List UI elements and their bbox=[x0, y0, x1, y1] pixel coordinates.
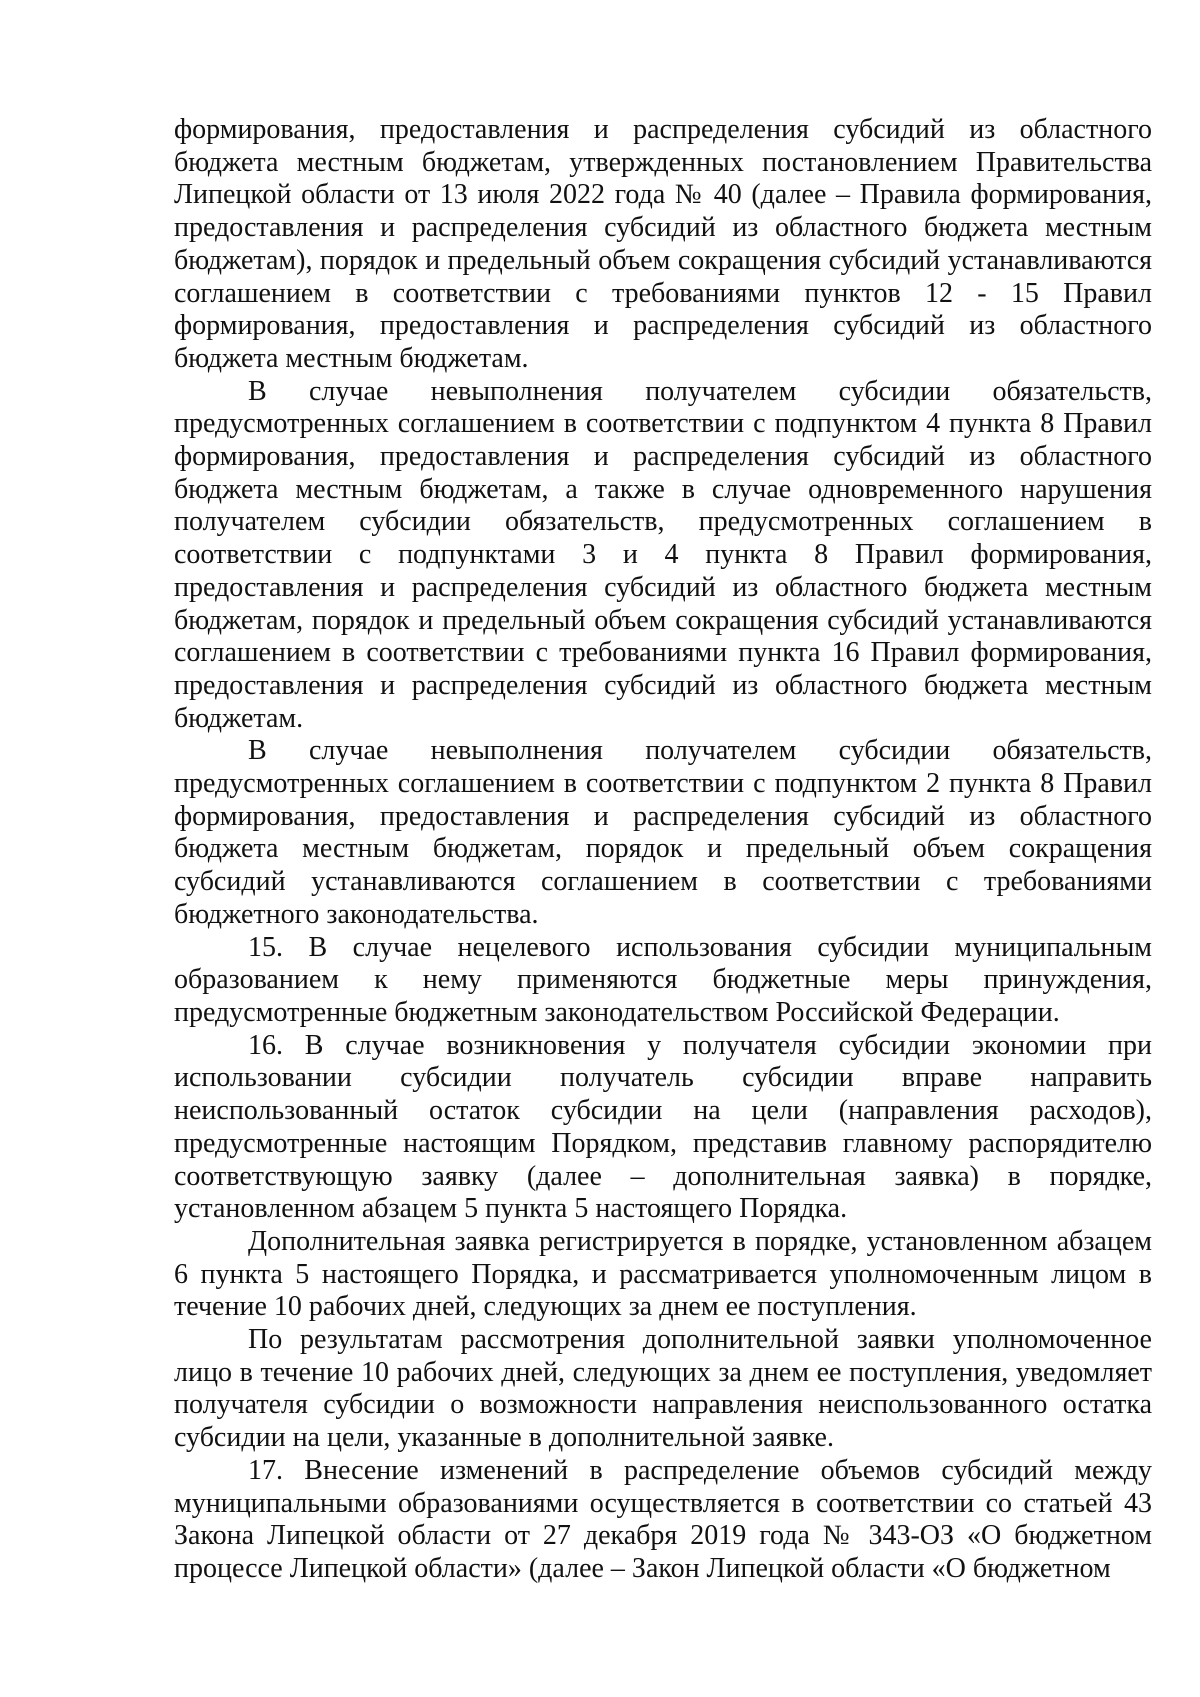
paragraph-obligations-subparagraph-2: В случае невыполнения получателем субсидии обязательств, предусмотренных соглашением в соответствии с подпунктом 2 пункта 8 Правил формирования, предоставления и распределения субсидий из областного бюджета местным бюджетам, порядок и предельный объем сокращения субсидий устанавливаются соглашением в соответствии с требованиями бюджетного законодательства. bbox=[174, 735, 1152, 930]
document-body bbox=[174, 114, 1152, 1586]
paragraph-additional-application: Дополнительная заявка регистрируется в порядке, установленном абзацем 6 пункта 5 настоящего Порядка, и рассматривается уполномоченным лицом в течение 10 рабочих дней, следующих за днем ее поступления. bbox=[174, 1225, 1152, 1323]
paragraph-obligations-subparagraph-4: В случае невыполнения получателем субсидии обязательств, предусмотренных соглашением в соответствии с подпунктом 4 пункта 8 Правил формирования, предоставления и распределения субсидий из областного бюджета местным бюджетам, а также в случае одновременного нарушения получателем субсидии обязательств, предусмотренных соглашением в соответствии с подпунктами 3 и 4 пункта 8 Правил формирования, предоставления и распределения субсидий из областного бюджета местным бюджетам, порядок и предельный объем сокращения субсидий устанавливаются соглашением в соответствии с требованиями пункта 16 Правил формирования, предоставления и распределения субсидий из областного бюджета местным бюджетам. bbox=[174, 375, 1152, 734]
paragraph-item-17: 17. Внесение изменений в распределение объемов субсидий между муниципальными образованиями осуществляется в соответствии со статьей 43 Закона Липецкой области от 27 декабря 2019 года № 343-ОЗ «О бюджетном процессе Липецкой области» (далее – Закон Липецкой области «О бюджетном bbox=[174, 1454, 1152, 1584]
paragraph-item-16: 16. В случае возникновения у получателя субсидии экономии при использовании субсидии получатель субсидии вправе направить неиспользованный остаток субсидии на цели (направления расходов), предусмотренные настоящим Порядком, представив главному распорядителю соответствующую заявку (далее – дополнительная заявка) в порядке, установленном абзацем 5 пункта 5 настоящего Порядка. bbox=[174, 1029, 1152, 1225]
paragraph-subsidy-rules-continuation: формирования, предоставления и распределения субсидий из областного бюджета местным бюджетам, утвержденных постановлением Правительства Липецкой области от 13 июля 2022 года № 40 (далее – Правила формирования, предоставления и распределения субсидий из областного бюджета местным бюджетам), порядок и предельный объем сокращения субсидий устанавливаются соглашением в соответствии с требованиями пунктов 12 - 15 Правил формирования, предоставления и распределения субсидий из областного бюджета местным бюджетам. bbox=[174, 114, 1152, 374]
paragraph-item-15: 15. В случае нецелевого использования субсидии муниципальным образованием к нему применяются бюджетные меры принуждения, предусмотренные бюджетным законодательством Российской Федерации. bbox=[174, 931, 1152, 1028]
paragraph-review-results: По результатам рассмотрения дополнительной заявки уполномоченное лицо в течение 10 рабочих дней, следующих за днем ее поступления, уведомляет получателя субсидии о возможности направления неиспользованного остатка субсидии на цели, указанные в дополнительной заявке. bbox=[174, 1324, 1152, 1454]
